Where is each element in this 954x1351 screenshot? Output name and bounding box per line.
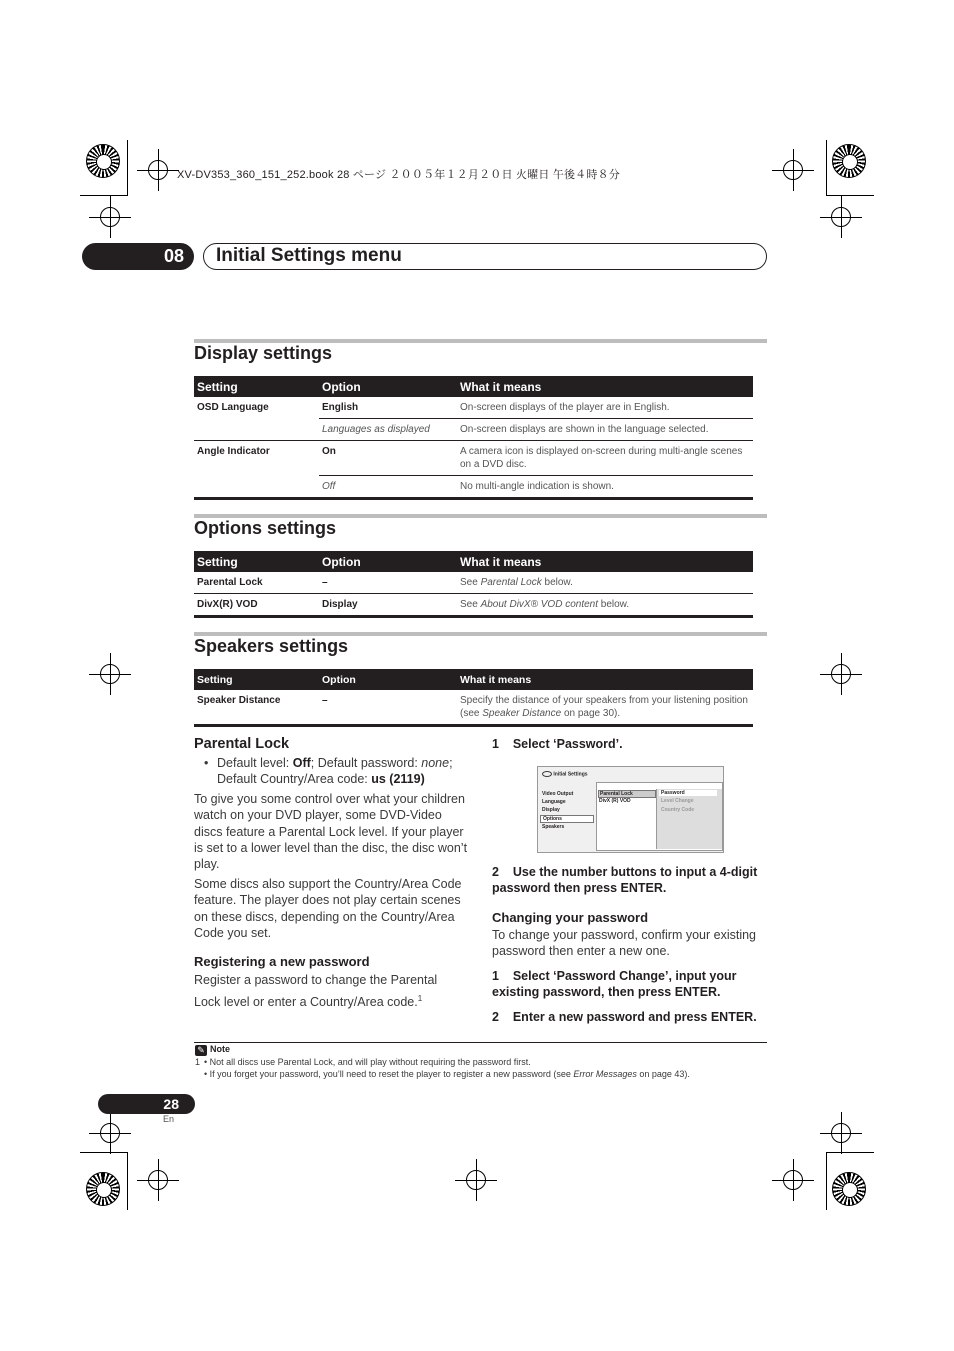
table-row	[194, 397, 753, 419]
column-header: What it means	[457, 376, 753, 397]
meaning-cell	[457, 690, 753, 726]
crop-mark	[100, 664, 120, 684]
meaning-cell: No multi-angle indication is shown.	[457, 476, 753, 499]
parental-lock-heading: Parental Lock	[194, 736, 290, 752]
note-text: on page 43).	[636, 1069, 690, 1079]
note-ref: Error Messages	[573, 1069, 637, 1079]
menu-item-display[interactable]: Display	[542, 807, 560, 813]
section-title-options: Options settings	[194, 518, 337, 538]
meaning-cell: On-screen displays are shown in the language selected.	[457, 419, 753, 441]
page-language: En	[163, 1114, 175, 1124]
setting-cell	[194, 476, 319, 499]
table-row	[194, 594, 753, 617]
column-header: Setting	[194, 551, 319, 572]
registration-mark-top-left	[86, 144, 120, 178]
chapter-number: 08	[82, 243, 194, 270]
step-select-password-change: 1 Select ‘Password Change’, input your existing password, then press ENTER.	[492, 969, 740, 1000]
menu-item-options[interactable]: Options	[540, 815, 594, 823]
table-header	[194, 669, 753, 690]
setting-cell: DivX(R) VOD	[194, 594, 319, 617]
trim-line	[826, 1152, 874, 1153]
register-password-text	[194, 971, 464, 1011]
bullet-text: ;	[449, 756, 453, 770]
note-label: Note	[210, 1044, 230, 1054]
meaning-text: See	[460, 599, 481, 610]
crop-mark	[783, 160, 803, 180]
parental-lock-para2: Some discs also support the Country/Area Code feature. The player does not play certain scenes on these discs, depending on the Country/Area Code you set.	[194, 877, 462, 940]
changing-password-heading: Changing your password	[492, 910, 649, 925]
default-bullet: • Default level: Off; Default password: none; Default Country/Area code: us (2119)	[204, 756, 453, 787]
setting-cell: Angle Indicator	[197, 446, 270, 457]
screen-title: Initial Settings	[553, 771, 588, 778]
trim-line	[80, 195, 128, 196]
footnote-ref: 1	[417, 993, 423, 1003]
setting-cell: Speaker Distance	[194, 690, 319, 726]
setting-cell: OSD Language	[197, 402, 269, 413]
bullet-value: none	[421, 756, 450, 770]
table-header	[194, 551, 753, 572]
screen-title-row	[542, 771, 588, 777]
column-header: Setting	[194, 669, 319, 690]
crop-mark	[831, 664, 851, 684]
setting-cell: Parental Lock	[194, 572, 319, 594]
note-line-2	[204, 1068, 690, 1080]
column-header: What it means	[457, 551, 753, 572]
meaning-cell	[457, 594, 753, 617]
trim-line	[826, 140, 827, 195]
menu-item-video-output[interactable]: Video Output	[542, 791, 574, 797]
step-enter-new-password: 2 Enter a new password and press ENTER.	[492, 1010, 757, 1024]
meaning-text: Specify the distance of your speakers from your listening position (see	[460, 695, 748, 719]
menu-item-language[interactable]: Language	[542, 799, 566, 805]
changing-password-text: To change your password, confirm your existing password then enter a new one.	[492, 928, 757, 959]
note-rule	[194, 1042, 767, 1043]
note-line-1: • Not all discs use Parental Lock, and will play without requiring the password first.	[204, 1057, 531, 1067]
chapter-title: Initial Settings menu	[203, 243, 767, 270]
display-settings-table	[194, 376, 753, 500]
step-input-password: 2 Use the number buttons to input a 4-digit password then press ENTER.	[492, 865, 761, 896]
column-header: Setting	[194, 376, 319, 397]
meaning-ref: About DivX® VOD content	[480, 599, 598, 610]
bullet-value: us (2119)	[371, 772, 425, 787]
registration-mark-top-right	[832, 144, 866, 178]
trim-line	[80, 1152, 128, 1153]
option-cell: –	[319, 572, 457, 594]
meaning-text: on page 30).	[561, 708, 621, 719]
meaning-cell: On-screen displays of the player are in English.	[457, 397, 753, 419]
trim-line	[826, 1152, 827, 1210]
meaning-cell: A camera icon is displayed on-screen during multi-angle scenes on a DVD disc.	[457, 441, 753, 476]
disc-icon	[542, 771, 552, 777]
crop-mark	[783, 1170, 803, 1190]
meaning-ref: Speaker Distance	[482, 708, 562, 719]
submenu-item-level-change: Level Change	[661, 798, 694, 804]
note-icon: ✎	[195, 1045, 207, 1056]
meaning-ref: Parental Lock	[480, 577, 542, 588]
option-cell: Display	[319, 594, 457, 617]
submenu-item-country-code: Country Code	[661, 807, 695, 813]
crop-mark	[831, 1123, 851, 1143]
meaning-text: below.	[598, 599, 630, 610]
submenu-item-parental-lock[interactable]: Parental Lock	[598, 790, 656, 798]
bullet-text: ; Default password:	[310, 756, 422, 770]
bullet-value: Off	[292, 756, 311, 770]
step-select-password: 1 Select ‘Password’.	[492, 737, 623, 751]
table-row	[194, 419, 753, 441]
meaning-text: below.	[541, 577, 573, 588]
registration-mark-bottom-right	[832, 1172, 866, 1206]
column-header: What it means	[457, 669, 753, 690]
crop-mark	[831, 207, 851, 227]
crop-mark	[148, 160, 168, 180]
table-header	[194, 376, 753, 397]
meaning-text: See	[460, 577, 481, 588]
meaning-cell	[457, 572, 753, 594]
table-row	[194, 441, 753, 476]
note-text: • If you forget your password, you’ll need to reset the player to register a new password (see	[204, 1069, 574, 1079]
crop-mark	[100, 1123, 120, 1143]
bullet-text: Default Country/Area code:	[217, 772, 372, 787]
column-header: Option	[319, 376, 457, 397]
table-row	[194, 690, 753, 726]
column-header: Option	[319, 669, 457, 690]
column-header: Option	[319, 551, 457, 572]
submenu-item-password[interactable]: Password	[659, 790, 717, 796]
register-text: Register a password to change the Parental Lock level or enter a Country/Area code.	[194, 973, 438, 1009]
option-cell: English	[319, 397, 457, 419]
note-number: 1	[195, 1057, 201, 1067]
file-header: XV-DV353_360_151_252.book 28 ページ ２００５年１２月２０日 火曜日 午後４時８分	[177, 169, 620, 181]
option-cell: Languages as displayed	[319, 419, 457, 441]
menu-item-speakers[interactable]: Speakers	[542, 824, 565, 830]
section-title-display: Display settings	[194, 343, 333, 363]
options-settings-table	[194, 551, 753, 618]
crop-mark	[466, 1170, 486, 1190]
table-row	[194, 572, 753, 594]
setting-cell	[194, 419, 319, 441]
speakers-settings-table	[194, 669, 753, 727]
option-cell: Off	[319, 476, 457, 499]
option-cell: –	[319, 690, 457, 726]
register-password-heading: Registering a new password	[194, 954, 370, 969]
trim-line	[127, 140, 128, 195]
section-title-speakers: Speakers settings	[194, 636, 349, 656]
parental-lock-para1: To give you some control over what your children watch on your DVD player, some DVD-Video discs feature a Parental Lock level. If your player is set to a lower level than the disc, the disc won’t play.	[194, 792, 468, 872]
bullet-text: Default level:	[217, 756, 293, 770]
registration-mark-bottom-left	[86, 1172, 120, 1206]
table-row	[194, 476, 753, 499]
trim-line	[826, 195, 874, 196]
trim-line	[127, 1152, 128, 1210]
initial-settings-screen	[537, 766, 724, 853]
crop-mark	[148, 1170, 168, 1190]
option-cell: On	[319, 441, 457, 476]
crop-mark	[100, 207, 120, 227]
page-number: 28	[98, 1094, 195, 1114]
submenu-item-divx-vod[interactable]: DivX (R) VOD	[599, 798, 631, 804]
